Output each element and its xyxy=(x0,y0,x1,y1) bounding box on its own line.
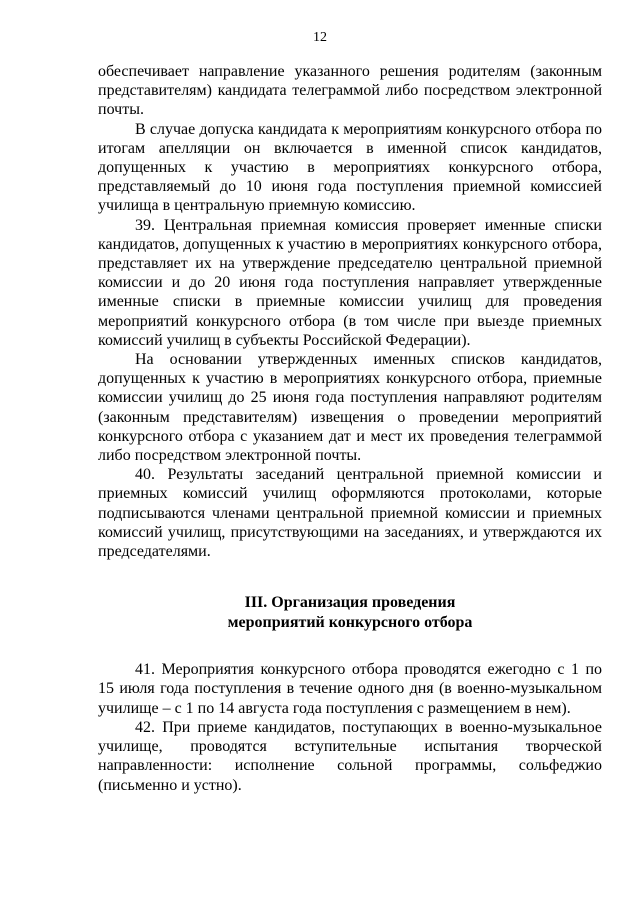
section-heading-line-1: III. Организация проведения xyxy=(244,594,456,612)
paragraph-notification: На основании утвержденных именных списков кандидатов, допущенных к участию в мероприятиях конкурсного отбора, приемные комиссии училищ до 25 июня года поступления направляют родителям (законным представителям) извещения о проведении мероприятий конкурсного отбора с указанием дат и мест их проведения телеграммой либо посредством электронной почты. xyxy=(98,351,602,465)
section-heading xyxy=(98,593,602,632)
paragraph-41: 41. Мероприятия конкурсного отбора проводятся ежегодно с 1 по 15 июля года поступления в течение одного дня (в военно-музыкальном училище – с 1 по 14 августа года поступления с размещением в нем). xyxy=(98,661,602,717)
page-number: 12 xyxy=(313,30,327,45)
section-heading-line-2: мероприятий конкурсного отбора xyxy=(227,613,473,631)
paragraph-40: 40. Результаты заседаний центральной приемной комиссии и приемных комиссий училищ оформляются протоколами, которые подписываются членами центральной приемной комиссии и приемных комиссий училищ, присутствующими на заседаниях, и утверждаются их председателями. xyxy=(98,466,602,561)
paragraph-continuation: обеспечивает направление указанного решения родителям (законным представителям) кандидата телеграммой либо посредством электронной почты. xyxy=(98,63,602,119)
paragraph-appeal-admission: В случае допуска кандидата к мероприятиям конкурсного отбора по итогам апелляции он включается в именной список кандидатов, допущенных к участию в мероприятиях конкурсного отбора, представляемый до 10 июня года поступления приемной комиссией училища в центральную приемную комиссию. xyxy=(98,120,602,215)
paragraph-42: 42. При приеме кандидатов, поступающих в военно-музыкальное училище, проводятся вступительные испытания творческой направленности: исполнение сольной программы, сольфеджио (письменно и устно). xyxy=(98,718,602,794)
document-body xyxy=(98,62,602,795)
paragraph-39: 39. Центральная приемная комиссия проверяет именные списки кандидатов, допущенных к участию в мероприятиях конкурсного отбора, представляет их на утверждение председателю центральной приемной комиссии и до 20 июня года поступления направляет утвержденные именные списки в приемные комиссии училищ для проведения мероприятий конкурсного отбора (в том числе при выезде приемных комиссий училищ в субъекты Российской Федерации). xyxy=(98,216,602,349)
